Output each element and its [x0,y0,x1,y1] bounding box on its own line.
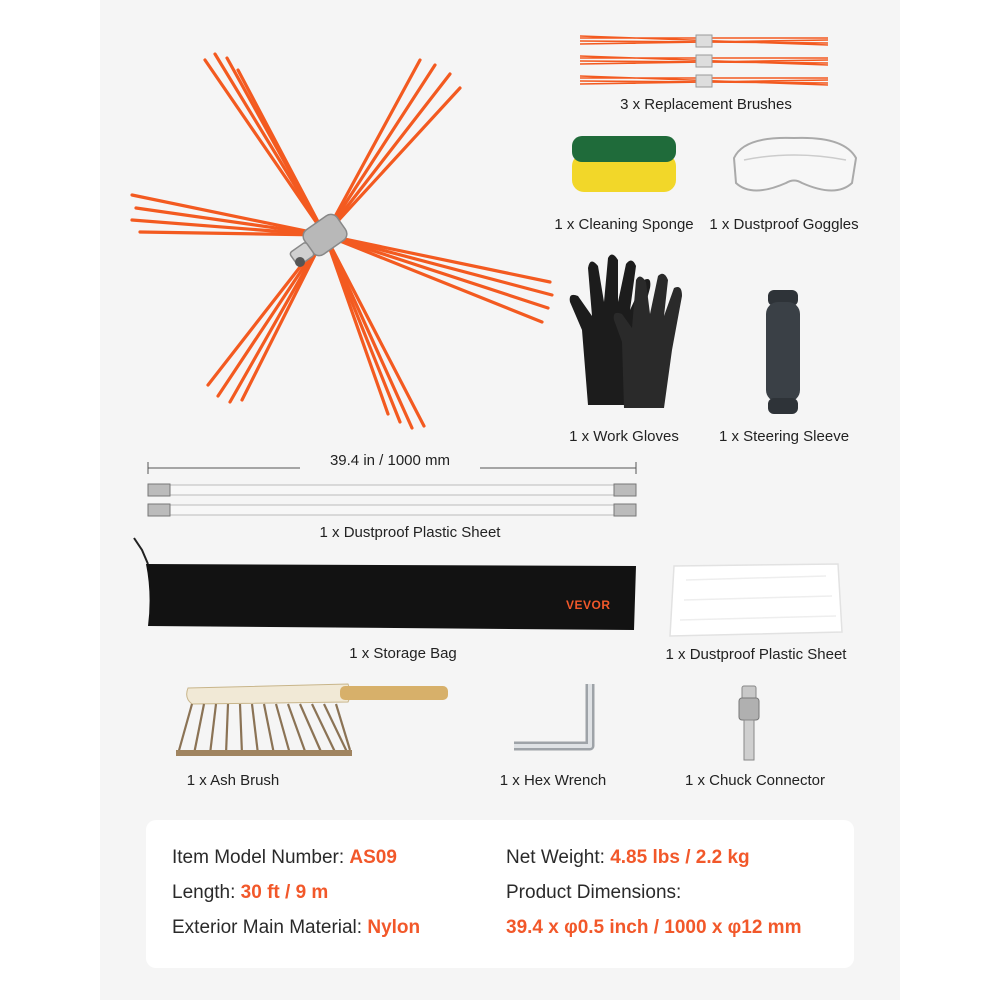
steering-sleeve-image [760,288,806,418]
spec-length [172,882,328,904]
plastic-sheet-caption: 1 x Dustproof Plastic Sheet [665,646,847,663]
rods-caption: 1 x Dustproof Plastic Sheet [319,524,501,541]
storage-bag-caption: 1 x Storage Bag [349,645,457,662]
spec-weight-value: 4.85 lbs / 2.2 kg [610,847,750,868]
chimney-brush-head [120,40,570,440]
ash-brush-image [170,680,455,760]
specifications-card [146,820,854,968]
replacement-brushes-image [578,32,834,90]
sponge-caption: 1 x Cleaning Sponge [554,216,694,233]
spec-weight-label: Net Weight: [506,847,611,868]
rod-length-label: 39.4 in / 1000 mm [300,452,480,469]
spec-material [172,917,420,939]
goggles-caption: 1 x Dustproof Goggles [709,216,859,233]
chuck-connector-image [736,684,762,764]
sponge-image [568,132,680,194]
hex-wrench-caption: 1 x Hex Wrench [499,772,607,789]
steering-sleeve-caption: 1 x Steering Sleeve [718,428,850,445]
spec-length-label: Length: [172,882,241,903]
goggles-image [724,128,864,203]
spec-weight [506,847,750,869]
spec-model-value: AS09 [349,847,397,868]
spec-model-label: Item Model Number: [172,847,350,868]
spec-dimensions-value-text: 39.4 x φ0.5 inch / 1000 x φ12 mm [506,917,802,938]
gloves-caption: 1 x Work Gloves [569,428,679,445]
storage-bag-image [124,534,644,636]
ash-brush-caption: 1 x Ash Brush [186,772,280,789]
vevor-logo: VEVOR [566,598,611,612]
work-gloves-image [566,250,692,415]
spec-material-label: Exterior Main Material: [172,917,368,938]
chuck-connector-caption: 1 x Chuck Connector [684,772,826,789]
plastic-sheet-image [666,560,846,638]
spec-material-value: Nylon [367,917,421,938]
replacement-brushes-caption: 3 x Replacement Brushes [620,96,792,113]
spec-length-value: 30 ft / 9 m [240,882,329,903]
hex-wrench-image [508,676,600,762]
spec-model [172,847,397,869]
spec-dimensions-label: Product Dimensions: [506,882,682,903]
spec-dimensions-value [506,917,801,939]
